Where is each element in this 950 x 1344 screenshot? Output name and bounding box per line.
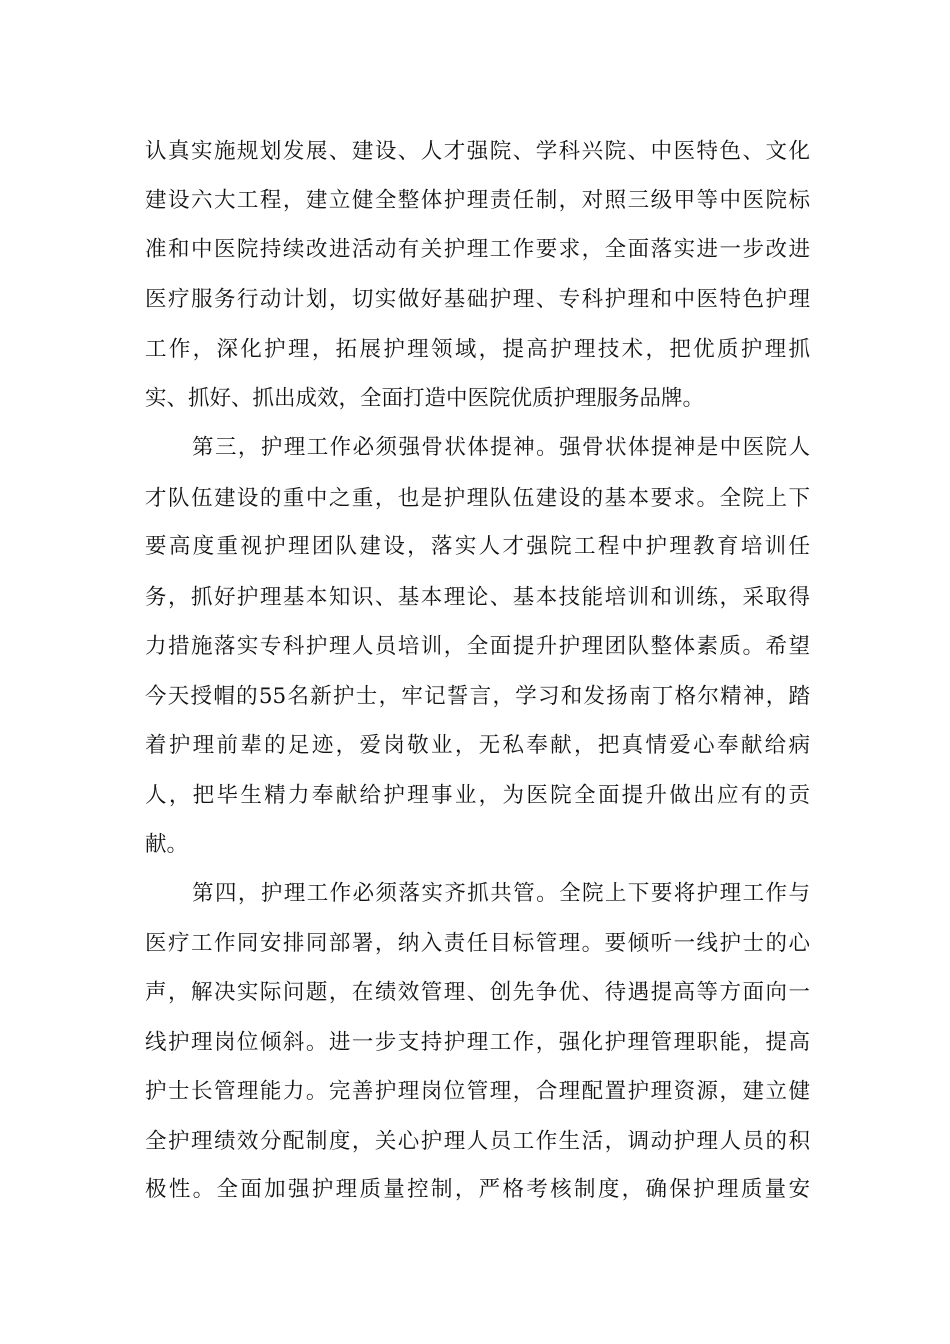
text-line: 务，抓好护理基本知识、基本理论、基本技能培训和训练，采取得 [145, 585, 810, 610]
text-line: 医疗服务行动计划，切实做好基础护理、专科护理和中医特色护理 [145, 287, 810, 312]
text-line: 极性。全面加强护理质量控制，严格考核制度，确保护理质量安 [145, 1177, 810, 1202]
text-line: 准和中医院持续改进活动有关护理工作要求，全面落实进一步改进 [145, 237, 810, 262]
text-line: 才队伍建设的重中之重，也是护理队伍建设的基本要求。全院上下 [145, 486, 810, 511]
paragraph-first-line: 第四，护理工作必须落实齐抓共管。全院上下要将护理工作与 [192, 881, 810, 906]
text-line: 护士长管理能力。完善护理岗位管理，合理配置护理资源，建立健 [145, 1079, 810, 1104]
text-line: 线护理岗位倾斜。进一步支持护理工作，强化护理管理职能，提高 [145, 1030, 810, 1055]
text-line: 要高度重视护理团队建设，落实人才强院工程中护理教育培训任 [145, 534, 810, 559]
text-line: 献。 [145, 832, 189, 857]
text-line: 力措施落实专科护理人员培训，全面提升护理团队整体素质。希望 [145, 634, 810, 659]
text-line: 医疗工作同安排同部署，纳入责任目标管理。要倾听一线护士的心 [145, 931, 810, 956]
text-line: 人，把毕生精力奉献给护理事业，为医院全面提升做出应有的贡 [145, 783, 810, 808]
text-line: 建设六大工程，建立健全整体护理责任制，对照三级甲等中医院标 [145, 188, 810, 213]
text-line: 着护理前辈的足迹，爱岗敬业，无私奉献，把真情爱心奉献给病 [145, 733, 810, 758]
text-line: 全护理绩效分配制度，关心护理人员工作生活，调动护理人员的积 [145, 1129, 810, 1154]
text-line: 今天授帽的55名新护士，牢记誓言，学习和发扬南丁格尔精神，踏 [145, 684, 810, 709]
text-line: 声，解决实际问题，在绩效管理、创先争优、待遇提高等方面向一 [145, 980, 810, 1005]
text-line: 实、抓好、抓出成效，全面打造中医院优质护理服务品牌。 [145, 386, 705, 411]
text-line: 工作，深化护理，拓展护理领域，提高护理技术，把优质护理抓 [145, 337, 810, 362]
text-line: 认真实施规划发展、建设、人才强院、学科兴院、中医特色、文化 [145, 139, 810, 164]
paragraph-first-line: 第三，护理工作必须强骨状体提神。强骨状体提神是中医院人 [192, 435, 810, 460]
